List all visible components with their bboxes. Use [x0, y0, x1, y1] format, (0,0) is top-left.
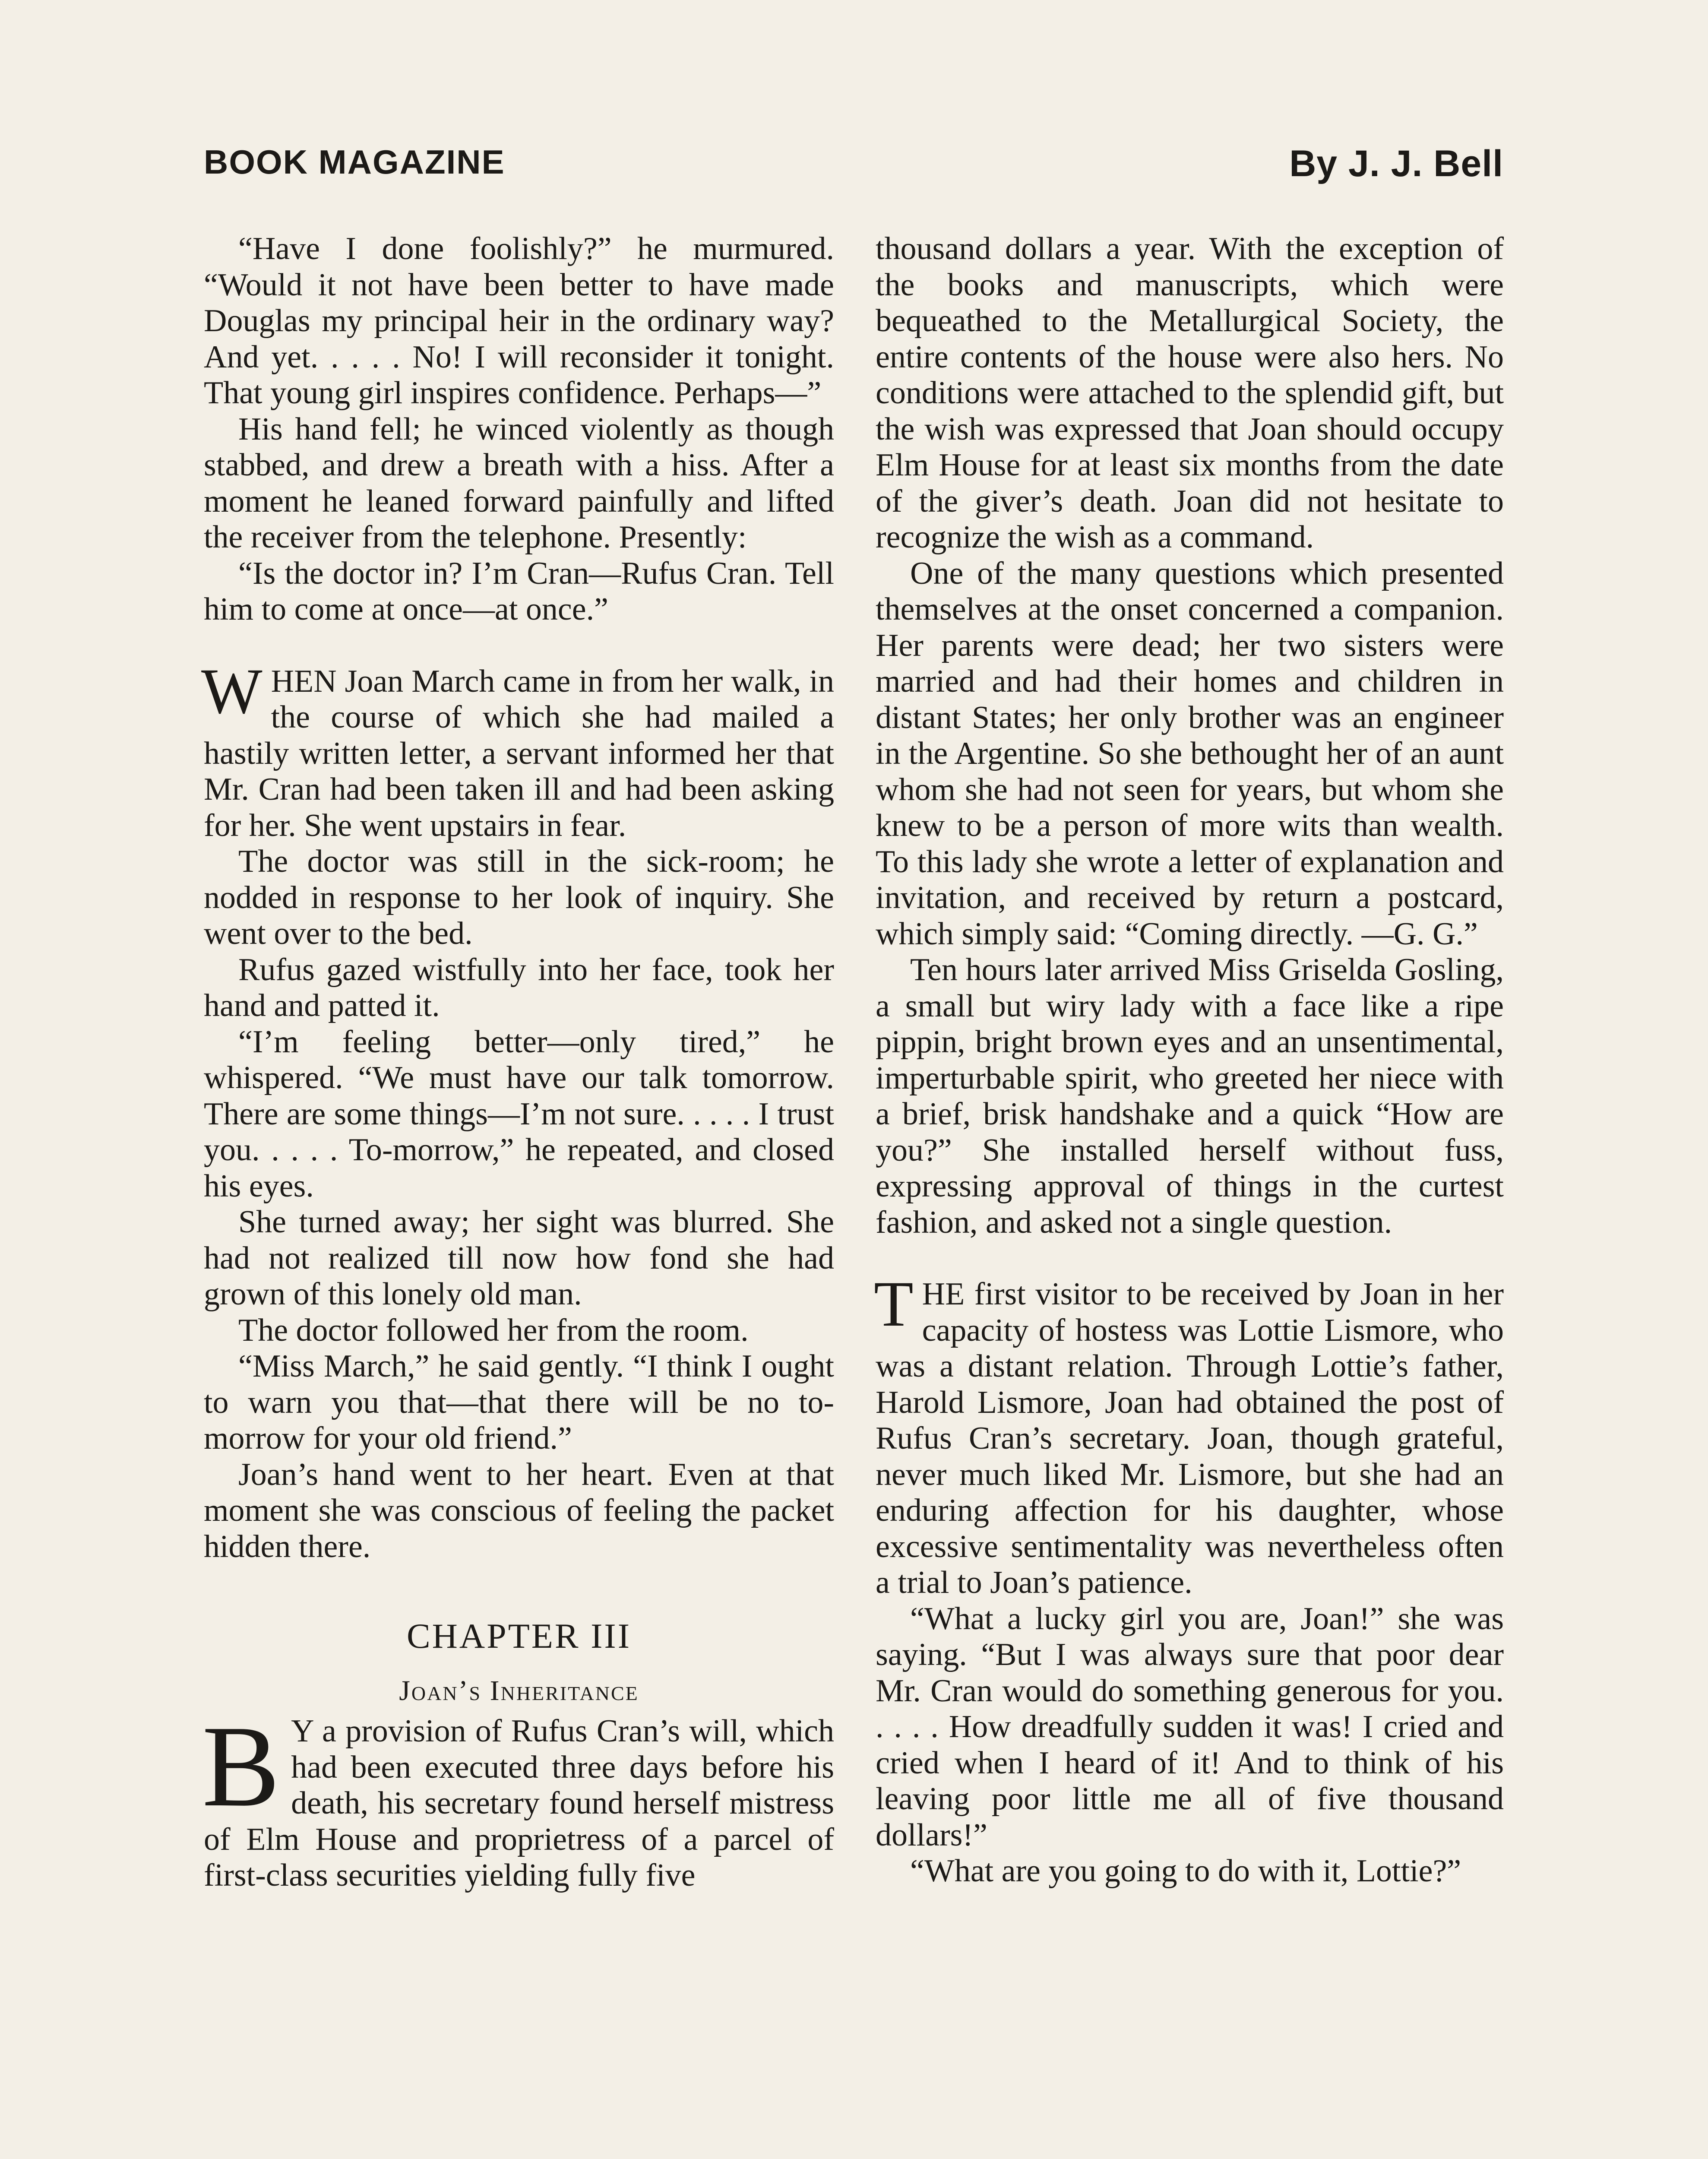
drop-cap: B [202, 1702, 280, 1831]
author-byline: By J. J. Bell [1289, 143, 1503, 184]
paragraph-text: HE first visitor to be received by Joan in her capacity of hostess was Lottie Lismore, who was a distant relation. Through Lottie’s father, Harold Lismore, Joan had obtained the post of Rufus Cran’s secretary. Joan, though grateful, never much liked Mr. Lismore, but she had an enduring affection for his daughter, whose excessive sentimentality was nevertheless often a trial to Joan’s patience. [876, 1276, 1504, 1600]
left-column [201, 231, 834, 1894]
paragraph: “I’m feeling better—only tired,” he whispered. “We must have our talk tomorrow. There are some things—I’m not sure. . . . . I trust you. . . . . To-morrow,” he repeated, and closed his eyes. [204, 1024, 834, 1204]
paragraph: “What are you going to do with it, Lottie?” [910, 1853, 1461, 1889]
chapter-heading: CHAPTER III [406, 1616, 632, 1656]
paragraph: His hand fell; he winced violently as though stabbed, and drew a breath with a hiss. After a moment he leaned forward painfully and lifted the receiver from the telephone. Presently: [204, 411, 834, 555]
paragraph: thousand dollars a year. With the exception of the books and manuscripts, which were bequeathed to the Metallurgical Society, the entire contents of the house were also hers. No conditions were attached to the splendid gift, but the wish was expressed that Joan should occupy Elm House for at least six months from the date of the giver’s death. Joan did not hesitate to recognize the wish as a command. [876, 231, 1504, 555]
paragraph: Ten hours later arrived Miss Griselda Gosling, a small but wiry lady with a face like a ripe pippin, bright brown eyes and an unsentimental, imperturbable spirit, who greeted her niece with a brief, brisk handshake and a quick “How are you?” She installed herself without fuss, expressing approval of things in the curtest fashion, and asked not a single question. [876, 952, 1504, 1240]
paragraph: The doctor followed her from the room. [238, 1312, 749, 1348]
paragraph: One of the many questions which presented themselves at the onset concerned a companion. Her parents were dead; her two sisters were married and had their homes and children in distant States; her only brother was an engineer in the Argentine. So she bethought her of an aunt whom she had not seen for years, but whom she knew to be a person of more wits than wealth. To this lady she wrote a letter of explanation and invitation, and received by return a postcard, which simply said: “Coming directly. —G. G.” [876, 555, 1504, 952]
right-column [876, 231, 1504, 1890]
dropcap-paragraph [202, 1702, 834, 1894]
paragraph: “What a lucky girl you are, Joan!” she was saying. “But I was always sure that poor dear Mr. Cran would do something generous for you. . . . . How dreadfully sudden it was! I cried and cried when I heard of it! And to think of his leaving poor little me all of five thousand dollars!” [876, 1601, 1504, 1853]
drop-cap: T [874, 1268, 914, 1340]
publication-title: BOOK MAGAZINE [204, 143, 505, 181]
paragraph-text: Y a provision of Rufus Cran’s will, which had been executed three days before his death, his secretary found herself mistress of Elm House and proprietress of a parcel of first-class securities yielding fully five [204, 1713, 834, 1893]
paragraph: “Miss March,” he said gently. “I think I ought to warn you that—that there will be no to-morrow for your old friend.” [204, 1349, 834, 1456]
section-break [876, 1241, 1504, 1276]
drop-cap: W [201, 655, 263, 727]
paragraph-text: HEN Joan March came in from her walk, in the course of which she had mailed a hastily written letter, a servant informed her that Mr. Cran had been taken ill and had been asking for her. She went upstairs in fear. [204, 663, 834, 843]
paragraph: “Is the doctor in? I’m Cran—Rufus Cran. Tell him to come at once—at once.” [204, 555, 834, 627]
paragraph: Joan’s hand went to her heart. Even at that moment she was conscious of feeling the packet hidden there. [204, 1456, 834, 1564]
paragraph: She turned away; her sight was blurred. She had not realized till now how fond she had grown of this lonely old man. [204, 1204, 834, 1312]
dropcap-paragraph [201, 655, 834, 844]
paragraph: “Have I done foolishly?” he murmured. “Would it not have been better to have made Douglas my principal heir in the ordinary way? And yet. . . . . No! I will reconsider it tonight. That young girl inspires confidence. Perhaps—” [204, 231, 834, 411]
paragraph: The doctor was still in the sick-room; he nodded in response to her look of inquiry. She went over to the bed. [204, 844, 834, 951]
chapter-subtitle: Joan’s Inheritance [399, 1675, 639, 1706]
paragraph: Rufus gazed wistfully into her face, took her hand and patted it. [204, 952, 834, 1023]
dropcap-paragraph [874, 1268, 1504, 1601]
section-break [204, 628, 834, 664]
